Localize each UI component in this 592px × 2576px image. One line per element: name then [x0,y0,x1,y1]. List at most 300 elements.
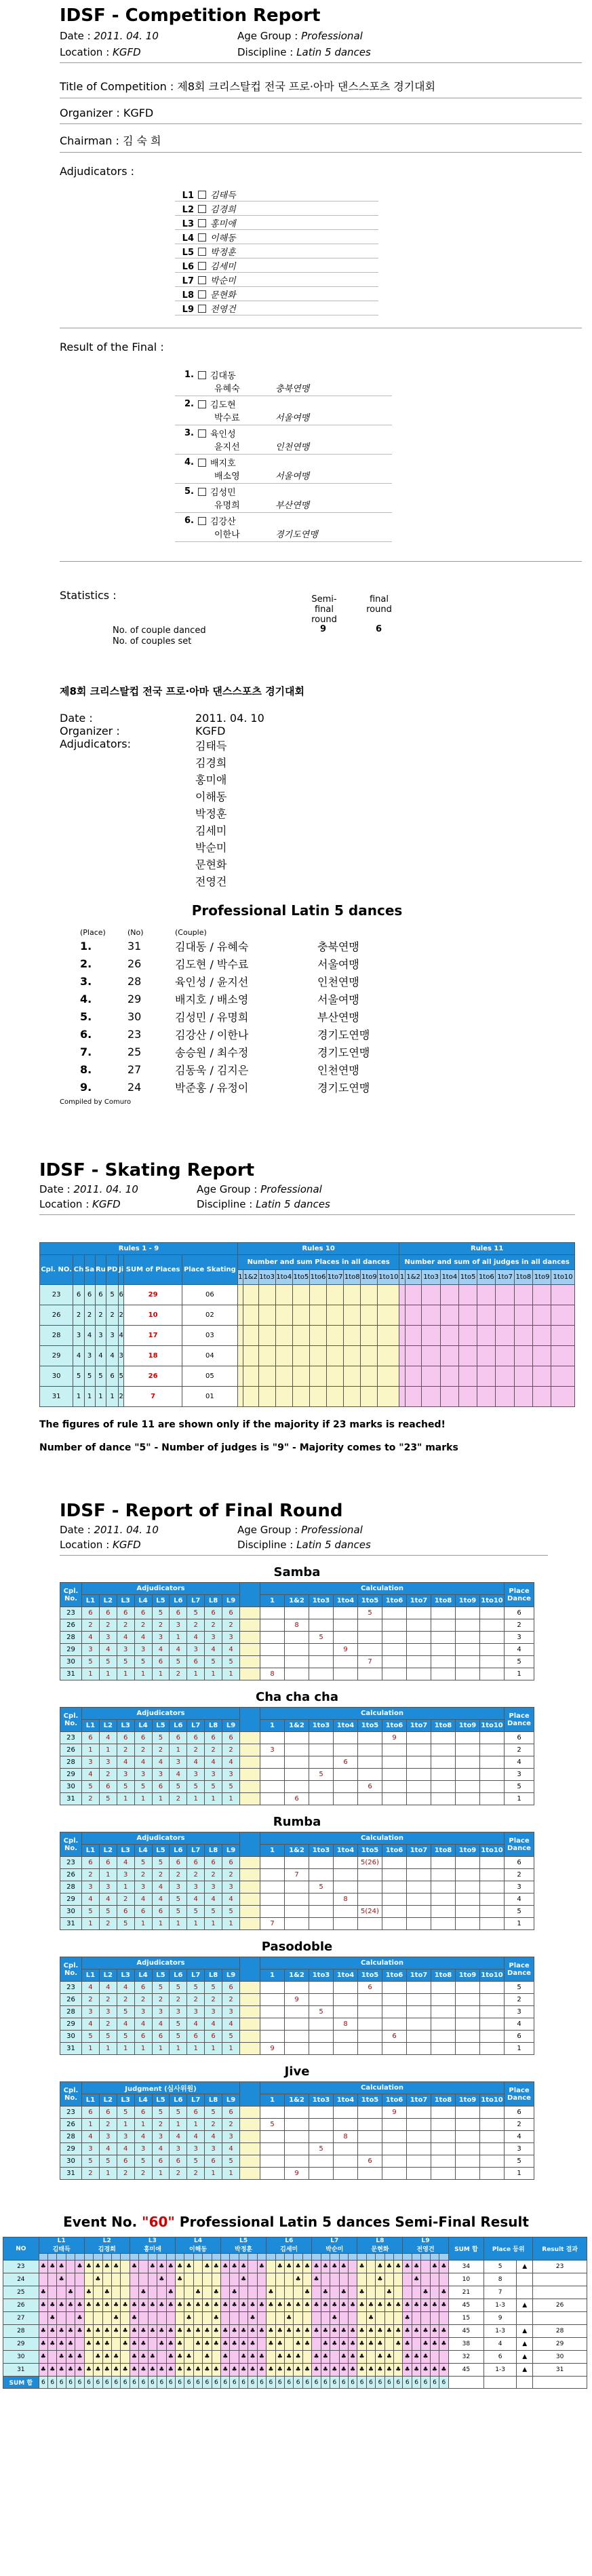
rule10-cell [378,1305,399,1326]
judge-mark: 3 [205,1881,222,1893]
calc-cell [431,2043,456,2055]
calc-cell [456,1793,480,1805]
calc-cell [358,2143,382,2155]
mark-cell: ♣ [230,2299,239,2312]
adjudicator-name: 김태득 [210,191,236,201]
judge-header: L6 [170,1595,187,1607]
mark-cell: ♣ [193,2364,202,2377]
spacer-cell [240,1869,260,1881]
semi-dance-subheader [66,2254,75,2261]
semi-dance-subheader [330,2254,339,2261]
judge-mark: 2 [170,1869,187,1881]
result-no: 26 [127,957,142,970]
dance-place: 2 [118,1387,124,1407]
mark-cell: ♣ [94,2351,102,2364]
calc-cell [456,2143,480,2155]
calc-cell [309,2119,334,2131]
spacer-cell [240,1607,260,1619]
semi-result [533,2273,587,2286]
calc-col-header: 1to10 [480,2094,505,2107]
mark-cell: ♣ [166,2261,175,2273]
semi-judge-code: L5 [239,2237,248,2244]
adjudicator-name: 김세미 [210,262,236,272]
dance-place: 2 [118,1305,124,1326]
mark-cell [248,2286,257,2299]
mark-cell [321,2312,330,2325]
judge-mark: 3 [82,2143,100,2155]
semi-judge-code: L6 [285,2237,294,2244]
calc-cell: 6 [358,1982,382,1994]
judge-mark: 2 [134,1994,152,2006]
calc-cell [334,1668,358,1680]
calc-cell [431,2006,456,2018]
judge-mark: 1 [152,2043,170,2055]
result-club: 충북연맹 [317,940,359,953]
mark-cell [248,2261,257,2273]
mark-cell: ♣ [357,2299,366,2312]
result-club: 서울여맹 [317,957,359,971]
judge-mark: 2 [99,1918,117,1930]
judge-header: L5 [152,2094,170,2107]
summary-results [60,937,592,1096]
dance-table [60,1582,534,1680]
mark-cell: ♣ [330,2261,339,2273]
mark-cell [193,2351,202,2364]
semi-judge-header [175,2237,220,2254]
place-dance: 4 [505,2131,534,2143]
semi-dance-subheader [139,2254,148,2261]
judge-mark: 1 [117,2119,134,2131]
sum-row-cell: 6 [230,2377,239,2389]
semi-judge-header [221,2237,267,2254]
mark-cell: ♣ [267,2338,275,2351]
sum-row-cell: 6 [221,2377,230,2389]
mark-cell: ♣ [84,2299,93,2312]
calc-col-header: 1to3 [309,1969,334,1982]
calculation-header: Calculation [260,2082,505,2094]
mark-cell: ♣ [212,2286,220,2299]
semi-dance-subheader [384,2254,393,2261]
spacer-cell [240,2006,260,2018]
calc-cell [260,2131,285,2143]
result-place: 9. [80,1080,92,1094]
semi-judge-name: 박순미 [325,2246,344,2253]
spacer-header [240,1583,260,1607]
calc-cell [407,1918,431,1930]
judge-header: L9 [222,1720,240,1732]
mark-cell: ♣ [94,2273,102,2286]
mark-cell: ♣ [48,2312,57,2325]
judge-mark: 5 [117,2107,134,2119]
calc-cell [456,1668,480,1680]
rule10-cell [243,1366,258,1387]
mark-cell: ♣ [339,2351,348,2364]
judge-mark: 5 [134,2155,152,2168]
calc-cell [309,2107,334,2119]
mark-cell [339,2273,348,2286]
judge-mark: 2 [222,1994,240,2006]
judge-header: L2 [99,2094,117,2107]
mark-cell: ♣ [175,2325,184,2338]
dance-place: 3 [73,1326,84,1346]
judge-mark: 4 [170,1769,187,1781]
mark-cell [294,2312,302,2325]
judge-mark: 5 [117,2006,134,2018]
mark-cell: ♣ [285,2351,294,2364]
sum-of-places: 17 [124,1326,182,1346]
calc-cell [480,2043,505,2055]
semi-judge-header [84,2237,130,2254]
calc-cell [382,1656,407,1668]
judge-mark: 2 [82,1619,100,1632]
final-man: 배지호 [210,459,236,469]
calc-col-header: 1to5 [358,1969,382,1982]
cpl-no: 28 [40,1326,73,1346]
place-dance: 2 [505,1869,534,1881]
mark-cell: ♣ [39,2351,47,2364]
mark-cell [66,2273,75,2286]
calc-cell: 5 [358,1607,382,1619]
calc-cell [431,2155,456,2168]
calc-cell [334,2043,358,2055]
mark-cell: ♣ [321,2286,330,2299]
semi-no: 29 [3,2338,39,2351]
judge-mark: 6 [152,2031,170,2043]
calc-cell [334,1857,358,1869]
final-lady: 박수료 [214,413,240,423]
calc-cell [285,2143,309,2155]
calc-cell [309,1619,334,1632]
judge-mark: 4 [222,2143,240,2155]
judge-mark: 4 [134,1632,152,1644]
judge-mark: 6 [187,2107,205,2119]
mark-cell: ♣ [121,2299,130,2312]
dance-place: 4 [73,1346,84,1366]
calc-col-header: 1&2 [285,1595,309,1607]
spacer-cell [240,2131,260,2143]
sum-header: SUM 합 [448,2237,484,2261]
calc-cell: 5 [309,1881,334,1893]
result-place: 8. [80,1062,92,1076]
mark-cell: ♣ [203,2351,212,2364]
sum-row-cell: 6 [403,2377,412,2389]
semi-dance-subheader [111,2254,120,2261]
sum-row-cell: 6 [175,2377,184,2389]
sum-row-cell: 6 [294,2377,302,2389]
judge-mark: 4 [82,1982,100,1994]
calc-cell [309,1781,334,1793]
mark-cell [121,2351,130,2364]
cpl-no: 23 [60,1857,82,1869]
rule10-cell [378,1326,399,1346]
checkbox-icon [198,205,206,213]
dance-table [60,1832,534,1930]
calc-cell: 6 [358,1781,382,1793]
calc-cell [334,1994,358,2006]
rule10-cell [327,1366,344,1387]
calc-cell [431,2031,456,2043]
rule10-cell [275,1326,292,1346]
calc-cell [285,1732,309,1744]
semi-judge-code: L1 [57,2237,66,2244]
judge-mark: 1 [187,1668,205,1680]
calc-cell [309,2043,334,2055]
skating-col-header: Ch [73,1255,84,1285]
mark-cell: ♣ [48,2364,57,2377]
calc-cell [407,1906,431,1918]
calc-cell [309,2168,334,2180]
mark-cell [412,2286,420,2299]
judge-mark: 3 [117,2131,134,2143]
mark-cell: ♣ [366,2325,375,2338]
semi-dance-subheader [285,2254,294,2261]
judge-header: L9 [222,1845,240,1857]
judge-mark: 6 [117,1906,134,1918]
semi-flag-icon: ▲ [517,2338,533,2351]
mark-cell [312,2312,321,2325]
rule10-cell [361,1305,378,1326]
mark-cell: ♣ [312,2351,321,2364]
spacer-cell [240,1906,260,1918]
judge-mark: 3 [82,1881,100,1893]
judge-mark: 5 [99,1793,117,1805]
judge-mark: 1 [222,2168,240,2180]
organizer: Organizer : KGFD [60,98,582,124]
place-dance: 3 [505,2006,534,2018]
semi-dance-subheader [248,2254,257,2261]
judge-mark: 2 [134,1744,152,1756]
place-col-header: 1to9 [361,1270,378,1285]
mark-cell [193,2312,202,2325]
mark-cell: ♣ [366,2312,375,2325]
summary-adjudicator: 홍미애 [195,773,227,786]
adjudicators-header: Adjudicators [82,1957,240,1969]
mark-cell [394,2286,403,2299]
checkbox-icon [198,488,206,496]
judge-mark: 3 [170,2006,187,2018]
rule11-cell [399,1305,405,1326]
rule11-cell [496,1285,514,1305]
semi-dance-subheader [376,2254,384,2261]
dance-place: 6 [118,1285,124,1305]
calc-cell [358,1644,382,1656]
calc-cell [407,1619,431,1632]
judge-mark: 5 [82,2031,100,2043]
calc-cell [334,2031,358,2043]
judge-mark: 5 [82,1656,100,1668]
checkbox-icon [198,429,206,438]
judge-mark: 6 [222,1857,240,1869]
mark-cell: ♣ [66,2286,75,2299]
calc-col-header: 1to8 [431,1720,456,1732]
calc-col-header: 1to3 [309,1720,334,1732]
mark-cell: ♣ [84,2325,93,2338]
result-club: 부산연맹 [317,1010,359,1024]
calc-cell: 5 [309,1632,334,1644]
summary-result-row [80,955,592,972]
sk-age-label: Age Group : [197,1183,258,1195]
mark-cell [257,2286,266,2299]
mark-cell: ♣ [157,2364,166,2377]
mark-cell [48,2286,57,2299]
semi-dance-subheader [239,2254,248,2261]
judge-mark: 4 [99,2143,117,2155]
summary-adjudicator: 문현화 [195,858,227,871]
sum-of-places: 10 [124,1305,182,1326]
semi-judge-name: 이해동 [189,2246,208,2253]
semi-judge-header [312,2237,357,2254]
spacer-cell [240,1994,260,2006]
calc-cell [285,1781,309,1793]
calc-cell [260,1769,285,1781]
judge-mark: 4 [99,1732,117,1744]
judge-mark: 3 [152,2131,170,2143]
mark-cell [348,2312,357,2325]
semi-dance-subheader [166,2254,175,2261]
judge-mark: 6 [82,2107,100,2119]
adjudicator-name: 문현화 [210,290,236,301]
calc-cell [382,2168,407,2180]
judge-mark: 4 [152,2143,170,2155]
calc-cell [334,2006,358,2018]
judge-mark: 3 [205,2143,222,2155]
sum-row-cell: 6 [357,2377,366,2389]
dance-place: 2 [106,1305,119,1326]
mark-cell: ♣ [75,2261,84,2273]
skating-col-header: PD [106,1255,119,1285]
calc-cell [309,1793,334,1805]
final-place: 5. [184,486,194,497]
mark-cell [139,2261,148,2273]
mark-cell: ♣ [439,2299,448,2312]
final-man: 육인성 [210,429,236,440]
mark-cell: ♣ [376,2261,384,2273]
mark-cell: ♣ [267,2286,275,2299]
calc-cell [480,1881,505,1893]
judge-mark: 2 [205,2119,222,2131]
judge-header: L2 [99,1845,117,1857]
checkbox-icon [198,459,206,467]
place-dance: 2 [505,1619,534,1632]
judge-mark: 2 [187,1744,205,1756]
mark-cell: ♣ [257,2325,266,2338]
judge-mark: 6 [205,1607,222,1619]
summary-result-row [80,1078,592,1096]
final-place: 1. [184,370,194,380]
judge-header: L4 [134,1969,152,1982]
mark-cell: ♣ [39,2261,47,2273]
judge-mark: 5 [117,2031,134,2043]
mark-cell: ♣ [184,2299,193,2312]
mark-cell: ♣ [166,2338,175,2351]
rule11-cell [440,1285,458,1305]
calc-cell: 9 [260,2043,285,2055]
mark-cell [248,2273,257,2286]
mark-cell: ♣ [403,2338,412,2351]
mark-cell: ♣ [84,2338,93,2351]
calc-cell [407,1607,431,1619]
calc-cell [480,2018,505,2031]
judge-mark: 2 [117,2168,134,2180]
mark-cell: ♣ [193,2338,202,2351]
calc-cell: 6 [358,2155,382,2168]
mark-cell [148,2338,157,2351]
rules19-header: Rules 1 - 9 [40,1243,238,1255]
rule10-cell [275,1346,292,1366]
calc-cell [309,2155,334,2168]
mark-cell [439,2351,448,2364]
judge-mark: 2 [82,1793,100,1805]
semi-dance-subheader [357,2254,366,2261]
judge-mark: 3 [152,1769,170,1781]
mark-cell: ♣ [111,2299,120,2312]
summary-adjudicator: 박순미 [195,841,227,854]
calc-cell [334,1781,358,1793]
mark-cell: ♣ [175,2299,184,2312]
semi-judge-name: 김태득 [52,2246,71,2253]
judge-mark: 2 [117,1893,134,1906]
judge-header: L6 [170,2094,187,2107]
result-no: 31 [127,939,142,953]
judge-mark: 4 [117,1857,134,1869]
calc-cell [382,1982,407,1994]
judge-header: L6 [170,1845,187,1857]
adjudicators-header: Adjudicators [82,1832,240,1845]
calc-cell [382,1881,407,1893]
mark-cell [157,2286,166,2299]
judge-mark: 5 [99,1656,117,1668]
judge-mark: 2 [170,1668,187,1680]
mark-cell: ♣ [212,2312,220,2325]
dance-place: 5 [95,1366,106,1387]
calc-cell [358,1744,382,1756]
judge-header: L1 [82,2094,100,2107]
calc-col-header: 1to7 [407,1595,431,1607]
judge-mark: 1 [117,2043,134,2055]
calc-cell [407,1644,431,1656]
summary-section [0,684,592,1106]
cpl-header: Cpl. No. [60,1583,82,1607]
mark-cell: ♣ [66,2325,75,2338]
judge-mark: 3 [134,1644,152,1656]
judge-mark: 6 [134,2031,152,2043]
rule10-cell [327,1305,344,1326]
calc-cell: 8 [334,1893,358,1906]
calc-col-header: 1to7 [407,2094,431,2107]
final-result-item [175,455,392,484]
mark-cell: ♣ [321,2364,330,2377]
rule11-cell [514,1387,532,1407]
calc-cell: 7 [285,1869,309,1881]
judge-mark: 5 [170,2107,187,2119]
judge-header: L2 [99,1720,117,1732]
judge-mark: 5 [205,1656,222,1668]
place-col-header: 1to5 [292,1270,309,1285]
judge-header: L3 [117,1845,134,1857]
calc-col-header: 1 [260,1595,285,1607]
mark-cell [102,2312,111,2325]
sum-row-cell: 6 [111,2377,120,2389]
judge-mark: 6 [205,2155,222,2168]
mark-cell: ♣ [294,2299,302,2312]
judge-mark: 6 [134,1982,152,1994]
skating-col-header: Cpl. NO. [40,1255,73,1285]
calc-cell [260,1869,285,1881]
semi-judge-header [39,2237,84,2254]
mark-cell: ♣ [184,2325,193,2338]
spacer-cell [240,1732,260,1744]
place-skating: 02 [182,1305,237,1326]
